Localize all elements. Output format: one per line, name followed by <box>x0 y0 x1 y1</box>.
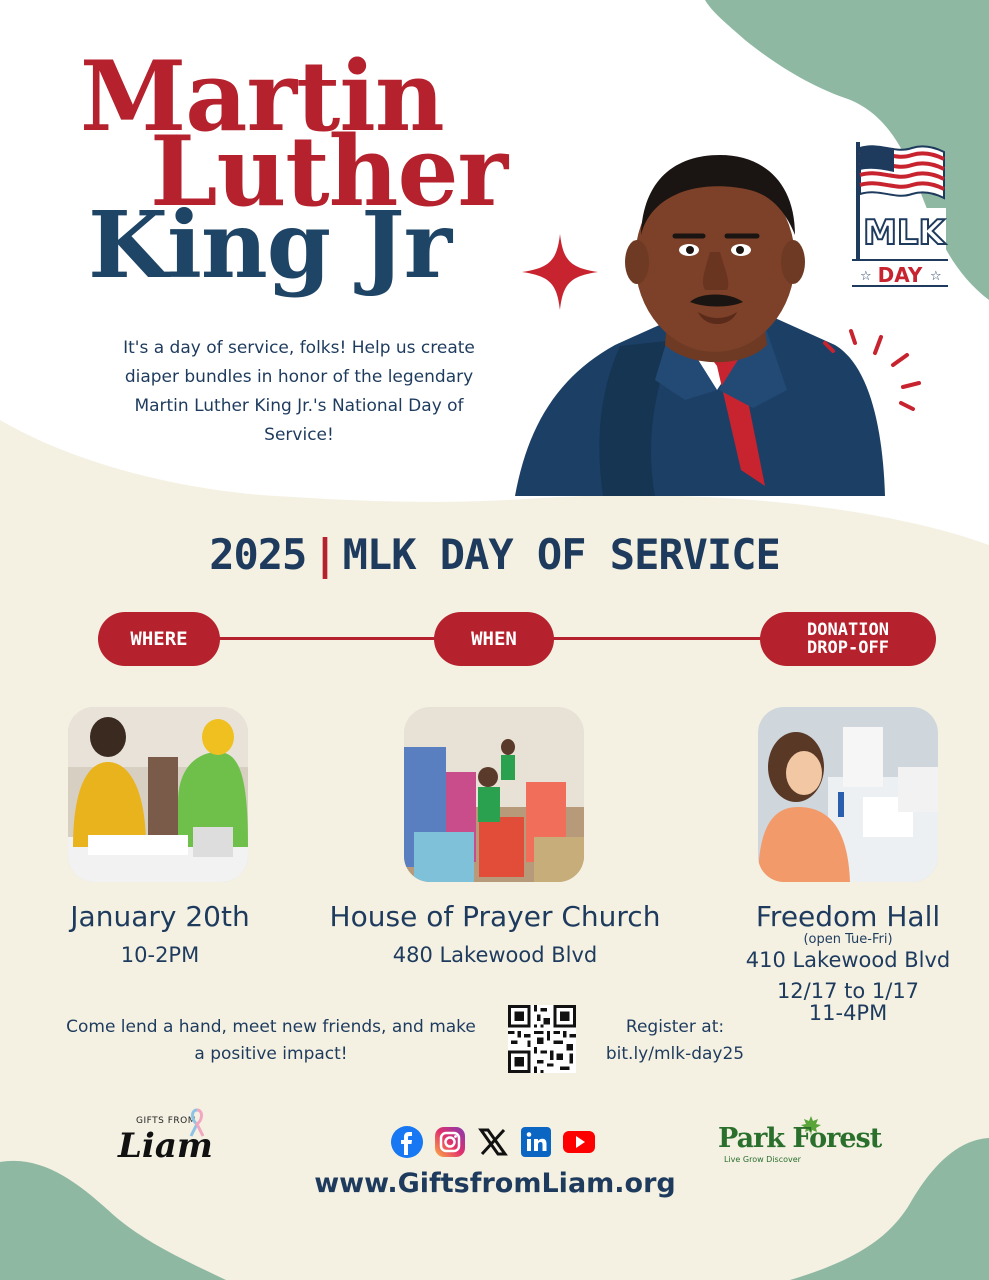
mlk-portrait-illustration <box>505 140 905 500</box>
title-line-1: Martin <box>80 40 444 153</box>
event-address: 480 Lakewood Blvd <box>392 943 598 967</box>
intro-text: It's a day of service, folks! Help us create diaper bundles in honor of the legendary Martin Luther King Jr.'s National Day of Service! <box>123 338 475 445</box>
register-link[interactable]: bit.ly/mlk-day25 <box>605 1044 745 1064</box>
donation-dropoff-pill: DONATION DROP-OFF <box>760 612 936 666</box>
heading-text: MLK DAY OF SERVICE <box>342 530 780 579</box>
dropoff-hours: 11-4PM <box>808 1001 888 1025</box>
badge-day-text: DAY <box>877 263 923 287</box>
event-time: 10-2PM <box>120 943 200 967</box>
dropoff-dates: 12/17 to 1/17 <box>776 979 920 1003</box>
title-line-3: King Jr <box>88 190 452 299</box>
child-bundling-photo <box>758 707 938 882</box>
dropoff-venue: Freedom Hall <box>755 900 941 933</box>
heading-year: 2025 <box>209 530 307 579</box>
gifts-from-liam-logo <box>110 1108 230 1178</box>
qr-code[interactable] <box>508 1005 576 1073</box>
mlk-day-flag-badge <box>850 140 950 290</box>
badge-star-right-icon: ☆ <box>930 269 942 284</box>
register-label: Register at: <box>625 1017 725 1037</box>
volunteers-photo <box>68 707 248 882</box>
logo-gifts-from-text: GIFTS FROM <box>136 1116 196 1126</box>
linkedin-icon[interactable] <box>519 1125 553 1159</box>
register-info <box>580 1014 770 1068</box>
dropoff-address: 410 Lakewood Blvd <box>745 948 951 972</box>
park-forest-tagline: Live Grow Discover <box>724 1155 801 1164</box>
instagram-icon[interactable] <box>433 1125 467 1159</box>
where-pill: WHERE <box>98 612 220 666</box>
park-forest-name: Park Forest <box>718 1123 882 1154</box>
facebook-icon[interactable] <box>390 1125 424 1159</box>
heading-separator: | <box>312 530 337 579</box>
event-date: January 20th <box>70 900 250 933</box>
social-links <box>390 1125 610 1163</box>
dropoff-open-days: (open Tue-Fri) <box>803 932 893 947</box>
diaper-donations-photo <box>404 707 584 882</box>
badge-star-left-icon: ☆ <box>860 269 872 284</box>
burst-lines-icon <box>815 325 935 425</box>
call-to-action-text: Come lend a hand, meet new friends, and make a positive impact! <box>66 1017 476 1064</box>
youtube-icon[interactable] <box>562 1125 596 1159</box>
x-icon[interactable] <box>476 1125 510 1159</box>
badge-mlk-text: MLK <box>863 213 945 253</box>
when-pill: WHEN <box>434 612 554 666</box>
website-link[interactable]: www.GiftsfromLiam.org <box>314 1168 676 1199</box>
page-title <box>80 40 508 299</box>
section-heading <box>0 530 989 579</box>
park-forest-logo <box>716 1115 896 1175</box>
title-line-2: Luther <box>150 114 508 228</box>
logo-liam-text: Liam <box>118 1126 213 1166</box>
event-venue: House of Prayer Church <box>329 900 661 933</box>
